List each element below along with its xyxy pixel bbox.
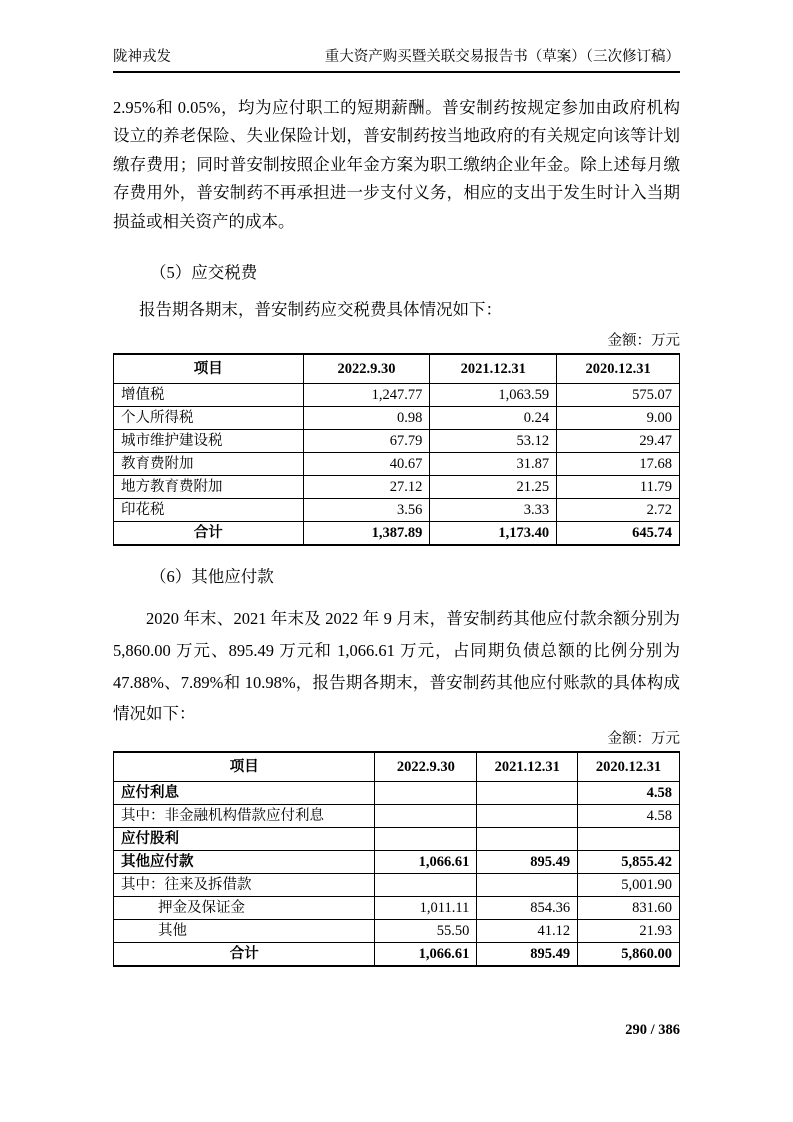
cell-value: 575.07 xyxy=(557,384,680,407)
cell-value: 67.79 xyxy=(303,430,430,453)
cell-value: 854.36 xyxy=(477,897,578,920)
row-label: 合计 xyxy=(114,522,304,546)
running-header xyxy=(113,0,680,73)
column-header: 2021.12.31 xyxy=(477,752,578,782)
cell-value: 895.49 xyxy=(477,851,578,874)
cell-value: 4.58 xyxy=(578,782,680,805)
table-total-row xyxy=(114,943,680,967)
row-label: 其他 xyxy=(114,920,375,943)
table-row xyxy=(114,828,680,851)
cell-value xyxy=(477,805,578,828)
cell-value xyxy=(375,782,477,805)
table-row xyxy=(114,897,680,920)
table-row xyxy=(114,499,680,522)
cell-value: 21.93 xyxy=(578,920,680,943)
cell-value xyxy=(375,805,477,828)
row-label: 其中：非金融机构借款应付利息 xyxy=(114,805,375,828)
table-header-row xyxy=(114,752,680,782)
table-row xyxy=(114,851,680,874)
cell-value: 31.87 xyxy=(430,453,557,476)
row-label: 其他应付款 xyxy=(114,851,375,874)
table-header-row xyxy=(114,354,680,384)
cell-value: 4.58 xyxy=(578,805,680,828)
section-5-intro: 报告期各期末，普安制药应交税费具体情况如下： xyxy=(139,300,502,320)
header-report-title: 重大资产购买暨关联交易报告书（草案）（三次修订稿） xyxy=(324,49,680,65)
paragraph-other-payables: 2020 年末、2021 年末及 2022 年 9 月末，普安制药其他应付款余额分别为 5,860.00 万元、895.49 万元和 1,066.61 万元，占同期负债总额的比例分别为 47.88%、7.89%和 10.98%，报告期各期末，普安制药其他应付账款的具体构成情况如下： xyxy=(113,609,680,724)
cell-value xyxy=(477,874,578,897)
row-label: 押金及保证金 xyxy=(114,897,375,920)
cell-value: 5,860.00 xyxy=(578,943,680,967)
column-header: 2022.9.30 xyxy=(303,354,430,384)
table-row xyxy=(114,430,680,453)
section-6-heading: （6）其他应付款 xyxy=(150,567,274,587)
row-label: 增值税 xyxy=(114,384,304,407)
cell-value: 1,066.61 xyxy=(375,851,477,874)
row-label: 地方教育费附加 xyxy=(114,476,304,499)
row-label: 应付股利 xyxy=(114,828,375,851)
cell-value: 2.72 xyxy=(557,499,680,522)
row-label: 其中：往来及拆借款 xyxy=(114,874,375,897)
cell-value: 1,066.61 xyxy=(375,943,477,967)
table-row xyxy=(114,874,680,897)
cell-value: 41.12 xyxy=(477,920,578,943)
cell-value: 1,011.11 xyxy=(375,897,477,920)
cell-value: 645.74 xyxy=(557,522,680,546)
section-5-heading: （5）应交税费 xyxy=(150,263,258,283)
tax-payable-table xyxy=(113,353,680,546)
other-payables-table xyxy=(113,751,680,967)
cell-value: 3.33 xyxy=(430,499,557,522)
table-row xyxy=(114,782,680,805)
cell-value xyxy=(375,828,477,851)
row-label: 应付利息 xyxy=(114,782,375,805)
table-row xyxy=(114,805,680,828)
paragraph-employee-benefits: 2.95%和 0.05%，均为应付职工的短期薪酬。普安制药按规定参加由政府机构设立的养老保险、失业保险计划，普安制药按当地政府的有关规定向该等计划缴存费用；同时普安制按照企业年金方案为职工缴纳企业年金。除上述每月缴存费用外，普安制药不再承担进一步支付义务，相应的支出于发生时计入当期损益或相关资产的成本。 xyxy=(113,98,680,231)
cell-value: 11.79 xyxy=(557,476,680,499)
cell-value: 29.47 xyxy=(557,430,680,453)
cell-value: 0.24 xyxy=(430,407,557,430)
cell-value xyxy=(578,828,680,851)
cell-value: 895.49 xyxy=(477,943,578,967)
cell-value: 17.68 xyxy=(557,453,680,476)
row-label: 印花税 xyxy=(114,499,304,522)
table-row xyxy=(114,920,680,943)
cell-value: 3.56 xyxy=(303,499,430,522)
row-label: 个人所得税 xyxy=(114,407,304,430)
cell-value xyxy=(477,828,578,851)
column-header: 项目 xyxy=(114,752,375,782)
row-label: 合计 xyxy=(114,943,375,967)
cell-value: 40.67 xyxy=(303,453,430,476)
cell-value: 9.00 xyxy=(557,407,680,430)
column-header: 2022.9.30 xyxy=(375,752,477,782)
cell-value: 1,173.40 xyxy=(430,522,557,546)
cell-value: 5,855.42 xyxy=(578,851,680,874)
column-header: 2020.12.31 xyxy=(557,354,680,384)
cell-value: 55.50 xyxy=(375,920,477,943)
cell-value xyxy=(375,874,477,897)
table-row xyxy=(114,476,680,499)
page-number: 290 / 386 xyxy=(625,1022,680,1038)
table-row xyxy=(114,453,680,476)
header-company-name: 陇神戎发 xyxy=(113,49,171,65)
column-header: 2020.12.31 xyxy=(578,752,680,782)
cell-value: 53.12 xyxy=(430,430,557,453)
table-row xyxy=(114,407,680,430)
cell-value: 1,247.77 xyxy=(303,384,430,407)
cell-value: 27.12 xyxy=(303,476,430,499)
table-total-row xyxy=(114,522,680,546)
cell-value: 21.25 xyxy=(430,476,557,499)
row-label: 城市维护建设税 xyxy=(114,430,304,453)
cell-value xyxy=(477,782,578,805)
column-header: 项目 xyxy=(114,354,304,384)
cell-value: 831.60 xyxy=(578,897,680,920)
cell-value: 5,001.90 xyxy=(578,874,680,897)
column-header: 2021.12.31 xyxy=(430,354,557,384)
cell-value: 1,387.89 xyxy=(303,522,430,546)
cell-value: 0.98 xyxy=(303,407,430,430)
table-row xyxy=(114,384,680,407)
payables-table-unit-label: 金额：万元 xyxy=(607,731,680,748)
tax-table-unit-label: 金额：万元 xyxy=(607,333,680,350)
cell-value: 1,063.59 xyxy=(430,384,557,407)
row-label: 教育费附加 xyxy=(114,453,304,476)
